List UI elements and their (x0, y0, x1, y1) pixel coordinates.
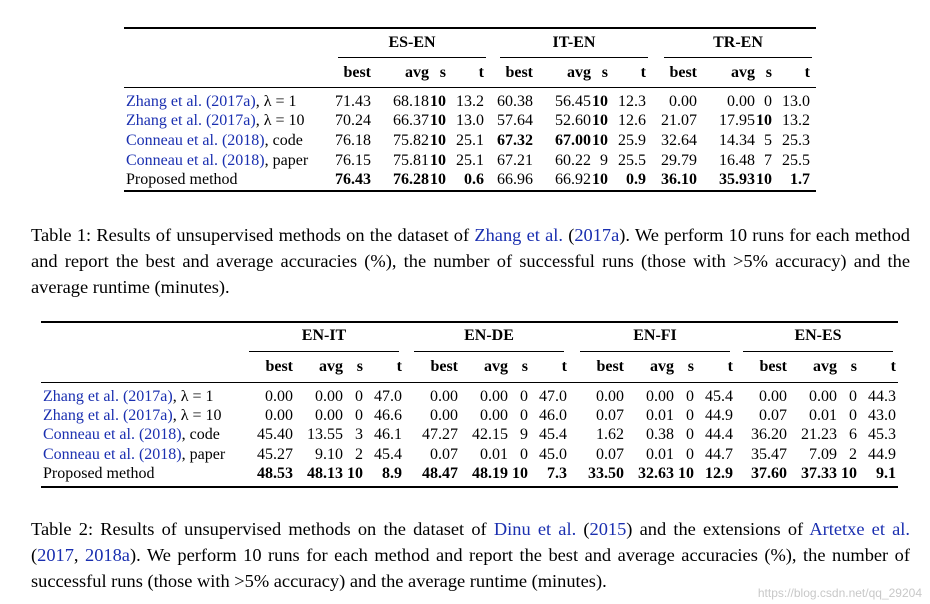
table-1-cell: 29.79 (661, 152, 697, 169)
table-1-cell: 21.07 (661, 112, 697, 129)
citation-close: ) (167, 407, 173, 424)
table-2-group-rule (414, 351, 564, 352)
table-1-cell: 57.64 (497, 112, 533, 129)
table-2-row-method (43, 406, 222, 425)
table-2-cell: 13.55 (307, 426, 343, 443)
table-1-cell: 0.00 (669, 93, 697, 110)
table-2-mid-rule (41, 382, 898, 383)
table-2-cell: 0.00 (265, 388, 293, 405)
table-1-cell: 0.6 (464, 171, 484, 188)
table-2-cell: 33.50 (588, 465, 624, 482)
table-2-group-rule (743, 351, 893, 352)
table-1-bottom-rule (124, 190, 816, 192)
table-2-cell: 9.10 (315, 446, 343, 463)
table-2-cell: 47.27 (422, 426, 458, 443)
method-suffix: , paper (181, 446, 226, 463)
table-1-cell: 0 (764, 93, 772, 110)
table-1-cell: 25.3 (782, 132, 810, 149)
table-1-cell: 0.00 (727, 93, 755, 110)
table-1-subheader: t (478, 64, 484, 81)
table-1-cell: 10 (430, 171, 446, 188)
table-1-cell: 25.1 (456, 152, 484, 169)
table-1-caption (31, 222, 910, 300)
table-1-cell: 7 (764, 152, 772, 169)
table-2-subheader: avg (650, 358, 674, 375)
table-1-subheader: s (765, 64, 772, 81)
table-1-cell: 10 (430, 112, 446, 129)
table-1-cell: 10 (430, 152, 446, 169)
table-1-cell: 13.2 (456, 93, 484, 110)
table-2-cell: 2 (355, 446, 363, 463)
table-1-group-header: ES-EN (388, 34, 436, 51)
table-1-cell: 25.9 (618, 132, 646, 149)
table-2-cell: 10 (347, 465, 363, 482)
table-1-mid-rule (124, 87, 816, 88)
table-1-cell: 10 (756, 112, 772, 129)
table-1-group-rule (664, 57, 812, 58)
table-2-cell: 6 (849, 426, 857, 443)
table-1-cell: 12.6 (618, 112, 646, 129)
table-2-cell: 37.33 (801, 465, 837, 482)
table-2-subheader: t (396, 358, 402, 375)
table-1-cell: 13.0 (456, 112, 484, 129)
table-2-subheader: avg (484, 358, 508, 375)
table-1-cell: 17.95 (719, 112, 755, 129)
table-1-subheader: best (505, 64, 533, 81)
table-2-group-header: EN-FI (633, 327, 677, 344)
table-2-cell: 10 (512, 465, 528, 482)
table-1-cell: 56.45 (555, 93, 591, 110)
citation-author[interactable]: Conneau et al. ( (126, 132, 228, 149)
table-2-subheader: t (727, 358, 733, 375)
table-1-cell: 10 (592, 171, 608, 188)
table-2-cell: 0.00 (265, 407, 293, 424)
caption-text: ( (562, 225, 575, 245)
table-1-cell: 66.37 (393, 112, 429, 129)
table-2-cell: 45.4 (539, 426, 567, 443)
table-1-cell: 35.93 (719, 171, 755, 188)
table-1-group-header: TR-EN (713, 34, 763, 51)
table-2-cell: 45.4 (374, 446, 402, 463)
table-1-cell: 14.34 (719, 132, 755, 149)
table-2-cell: 48.53 (257, 465, 293, 482)
caption-text: ). We perform 10 runs for each method and report the best and average accuracies (%), the number of successful runs (those with >5% accuracy) and the average runtime (minutes). (31, 225, 910, 297)
citation-link[interactable]: 2018a (85, 545, 130, 565)
table-1-cell: 10 (592, 93, 608, 110)
table-1-cell: 76.28 (393, 171, 429, 188)
table-2-cell: 0.00 (480, 407, 508, 424)
table-1-cell: 16.48 (719, 152, 755, 169)
table-2-cell: 1.62 (596, 426, 624, 443)
table-2-cell: 45.27 (257, 446, 293, 463)
table-1-cell: 10 (592, 132, 608, 149)
table-2-cell: 7.3 (547, 465, 567, 482)
table-2-cell: 48.13 (307, 465, 343, 482)
table-2-cell: 0 (686, 407, 694, 424)
table-1-subheader: t (804, 64, 810, 81)
table-2-subheader: best (759, 358, 787, 375)
table-2-cell: 37.60 (751, 465, 787, 482)
table-1-row-method (126, 151, 308, 170)
table-1-subheader: best (669, 64, 697, 81)
method-suffix: , λ = 1 (172, 388, 214, 405)
table-1-cell: 60.38 (497, 93, 533, 110)
table-1-cell: 32.64 (661, 132, 697, 149)
table-2-cell: 7.09 (809, 446, 837, 463)
table-1-cell: 5 (764, 132, 772, 149)
citation-year[interactable]: 2017a (211, 112, 251, 129)
table-2-cell: 0.00 (430, 407, 458, 424)
table-2-cell: 0 (355, 407, 363, 424)
citation-author[interactable]: Conneau et al. ( (43, 426, 145, 443)
citation-close: ) (259, 132, 265, 149)
table-1-cell: 10 (430, 93, 446, 110)
table-2-cell: 44.9 (705, 407, 733, 424)
table-2-cell: 48.47 (422, 465, 458, 482)
caption-text: ). We perform 10 runs for each method and report the best and average accuracies (%), the number of successful runs (those with >5% accuracy) and the average runtime (minutes). (31, 545, 910, 591)
table-2-row-method (43, 425, 220, 444)
table-2-cell: 45.0 (539, 446, 567, 463)
table-2-cell: 45.40 (257, 426, 293, 443)
table-2-cell: 0 (686, 388, 694, 405)
citation-year[interactable]: 2017a (128, 407, 168, 424)
table-2-subheader: s (850, 358, 857, 375)
method-suffix: , code (181, 426, 220, 443)
table-1-group-rule (500, 57, 648, 58)
citation-link[interactable]: Artetxe et al. (809, 519, 911, 539)
table-2-cell: 0.00 (480, 388, 508, 405)
table-2-subheader: best (596, 358, 624, 375)
table-1 (124, 27, 816, 193)
watermark: https://blog.csdn.net/qq_29204 (757, 586, 922, 600)
table-2-row-method (43, 387, 214, 406)
table-2-subheader: s (356, 358, 363, 375)
citation-year[interactable]: 2017a (211, 93, 251, 110)
table-1-cell: 36.10 (661, 171, 697, 188)
table-2-subheader: t (890, 358, 896, 375)
table-2-cell: 9 (520, 426, 528, 443)
table-2-group-rule (249, 351, 399, 352)
table-2-cell: 47.0 (374, 388, 402, 405)
table-1-cell: 76.43 (335, 171, 371, 188)
citation-author[interactable]: Zhang et al. ( (126, 112, 212, 129)
table-1-cell: 66.96 (497, 171, 533, 188)
table-2-group-header: EN-DE (464, 327, 514, 344)
table-2-cell: 0.00 (759, 388, 787, 405)
table-1-cell: 68.18 (393, 93, 429, 110)
table-1-cell: 0.9 (626, 171, 646, 188)
table-2-cell: 9.1 (876, 465, 896, 482)
citation-close: ) (167, 388, 173, 405)
table-2-top-rule (41, 321, 898, 323)
table-2-group-rule (580, 351, 730, 352)
table-1-cell: 67.00 (555, 132, 591, 149)
table-2 (41, 321, 898, 489)
table-2-cell: 0 (686, 446, 694, 463)
citation-author[interactable]: Zhang et al. ( (43, 388, 129, 405)
table-1-subheader: s (439, 64, 446, 81)
table-1-row-method (126, 131, 303, 150)
citation-year[interactable]: 2018 (144, 426, 177, 443)
table-2-cell: 2 (849, 446, 857, 463)
citation-year[interactable]: 2018 (227, 152, 260, 169)
table-2-cell: 48.19 (472, 465, 508, 482)
table-2-cell: 45.4 (705, 388, 733, 405)
table-2-cell: 46.1 (374, 426, 402, 443)
table-2-cell: 0 (355, 388, 363, 405)
table-1-cell: 1.7 (790, 171, 810, 188)
table-2-cell: 0.01 (480, 446, 508, 463)
caption-text: Table 2: Results of unsupervised methods on the dataset of (31, 519, 494, 539)
table-1-cell: 60.22 (555, 152, 591, 169)
table-2-cell: 0.01 (809, 407, 837, 424)
table-2-cell: 3 (355, 426, 363, 443)
table-1-cell: 25.5 (782, 152, 810, 169)
table-2-caption (31, 516, 910, 594)
citation-link[interactable]: Dinu et al. (493, 519, 577, 539)
citation-author[interactable]: Zhang et al. ( (43, 407, 129, 424)
table-2-subheader: best (430, 358, 458, 375)
table-2-cell: 0.00 (315, 407, 343, 424)
table-2-cell: 8.9 (382, 465, 402, 482)
table-2-subheader: s (521, 358, 528, 375)
table-2-cell: 0.07 (759, 407, 787, 424)
table-2-cell: 0 (520, 388, 528, 405)
table-1-cell: 13.2 (782, 112, 810, 129)
citation-author[interactable]: Zhang et al. ( (126, 93, 212, 110)
table-1-subheader: s (601, 64, 608, 81)
table-1-subheader: avg (567, 64, 591, 81)
table-1-top-rule (124, 27, 816, 29)
caption-text: Table 1: Results of unsupervised methods on the dataset of (31, 225, 475, 245)
table-2-cell: 0.00 (646, 388, 674, 405)
method-suffix: , λ = 10 (255, 112, 305, 129)
table-2-cell: 44.3 (868, 388, 896, 405)
table-2-cell: 0.00 (430, 388, 458, 405)
table-1-cell: 76.15 (335, 152, 371, 169)
method-suffix: , code (264, 132, 303, 149)
table-1-cell: 71.43 (335, 93, 371, 110)
table-1-cell: 76.18 (335, 132, 371, 149)
table-1-group-rule (338, 57, 486, 58)
table-1-cell: 75.81 (393, 152, 429, 169)
table-2-cell: 0.00 (809, 388, 837, 405)
caption-text: ( (31, 545, 38, 565)
table-2-subheader: avg (813, 358, 837, 375)
table-1-group-header: IT-EN (552, 34, 596, 51)
table-2-cell: 0.07 (430, 446, 458, 463)
table-2-cell: 0 (520, 407, 528, 424)
citation-close: ) (250, 112, 256, 129)
table-2-cell: 44.7 (705, 446, 733, 463)
table-2-cell: 32.63 (638, 465, 674, 482)
citation-link[interactable]: 2015 (589, 519, 627, 539)
table-2-row-method (43, 445, 225, 464)
table-2-cell: 0 (849, 388, 857, 405)
table-2-cell: 47.0 (539, 388, 567, 405)
caption-text: ( (576, 519, 590, 539)
table-2-cell: 0.00 (315, 388, 343, 405)
table-1-cell: 75.82 (393, 132, 429, 149)
table-2-group-header: EN-ES (794, 327, 842, 344)
table-1-subheader: best (343, 64, 371, 81)
citation-close: ) (176, 446, 182, 463)
table-2-group-header: EN-IT (301, 327, 347, 344)
table-2-cell: 0.01 (646, 446, 674, 463)
citation-year[interactable]: 2017a (128, 388, 168, 405)
table-1-cell: 10 (756, 171, 772, 188)
method-suffix: , λ = 1 (255, 93, 297, 110)
method-suffix: , paper (264, 152, 309, 169)
table-1-row-method: Proposed method (126, 171, 238, 188)
table-1-cell: 67.21 (497, 152, 533, 169)
table-2-cell: 0 (686, 426, 694, 443)
table-1-cell: 66.92 (555, 171, 591, 188)
citation-close: ) (176, 426, 182, 443)
table-2-cell: 21.23 (801, 426, 837, 443)
table-2-cell: 0.07 (596, 446, 624, 463)
citation-link[interactable]: 2017 (37, 545, 74, 565)
table-2-cell: 0 (520, 446, 528, 463)
table-2-cell: 10 (678, 465, 694, 482)
table-2-cell: 46.6 (374, 407, 402, 424)
citation-close: ) (259, 152, 265, 169)
table-2-subheader: avg (319, 358, 343, 375)
table-1-cell: 25.1 (456, 132, 484, 149)
table-2-cell: 46.0 (539, 407, 567, 424)
table-2-bottom-rule (41, 486, 898, 488)
table-2-cell: 44.9 (868, 446, 896, 463)
table-2-cell: 0.01 (646, 407, 674, 424)
caption-text: , (73, 545, 86, 565)
table-1-row-method (126, 92, 297, 111)
caption-text: ) and the extensions of (626, 519, 810, 539)
citation-year[interactable]: 2018 (227, 132, 260, 149)
table-2-cell: 0.07 (596, 407, 624, 424)
table-1-subheader: avg (731, 64, 755, 81)
table-2-subheader: t (561, 358, 567, 375)
table-2-cell: 43.0 (868, 407, 896, 424)
citation-year[interactable]: 2018 (144, 446, 177, 463)
table-2-subheader: s (687, 358, 694, 375)
table-2-cell: 0.00 (596, 388, 624, 405)
table-1-cell: 10 (592, 112, 608, 129)
table-1-cell: 52.60 (555, 112, 591, 129)
table-2-cell: 10 (841, 465, 857, 482)
table-1-cell: 9 (600, 152, 608, 169)
table-2-cell: 44.4 (705, 426, 733, 443)
table-1-cell: 25.5 (618, 152, 646, 169)
table-2-cell: 35.47 (751, 446, 787, 463)
table-1-cell: 70.24 (335, 112, 371, 129)
table-1-cell: 67.32 (497, 132, 533, 149)
table-2-cell: 36.20 (751, 426, 787, 443)
table-2-cell: 45.3 (868, 426, 896, 443)
citation-link[interactable]: Zhang et al. (474, 225, 563, 245)
table-2-row-method: Proposed method (43, 465, 155, 482)
table-2-subheader: best (265, 358, 293, 375)
table-1-subheader: avg (405, 64, 429, 81)
table-1-cell: 13.0 (782, 93, 810, 110)
method-suffix: , λ = 10 (172, 407, 222, 424)
table-1-cell: 12.3 (618, 93, 646, 110)
table-1-cell: 10 (430, 132, 446, 149)
citation-author[interactable]: Conneau et al. ( (43, 446, 145, 463)
table-1-row-method (126, 111, 305, 130)
table-2-cell: 0.38 (646, 426, 674, 443)
citation-link[interactable]: 2017a (574, 225, 620, 245)
table-2-cell: 0 (849, 407, 857, 424)
table-2-cell: 12.9 (705, 465, 733, 482)
table-2-cell: 42.15 (472, 426, 508, 443)
citation-author[interactable]: Conneau et al. ( (126, 152, 228, 169)
table-1-subheader: t (640, 64, 646, 81)
citation-close: ) (250, 93, 256, 110)
